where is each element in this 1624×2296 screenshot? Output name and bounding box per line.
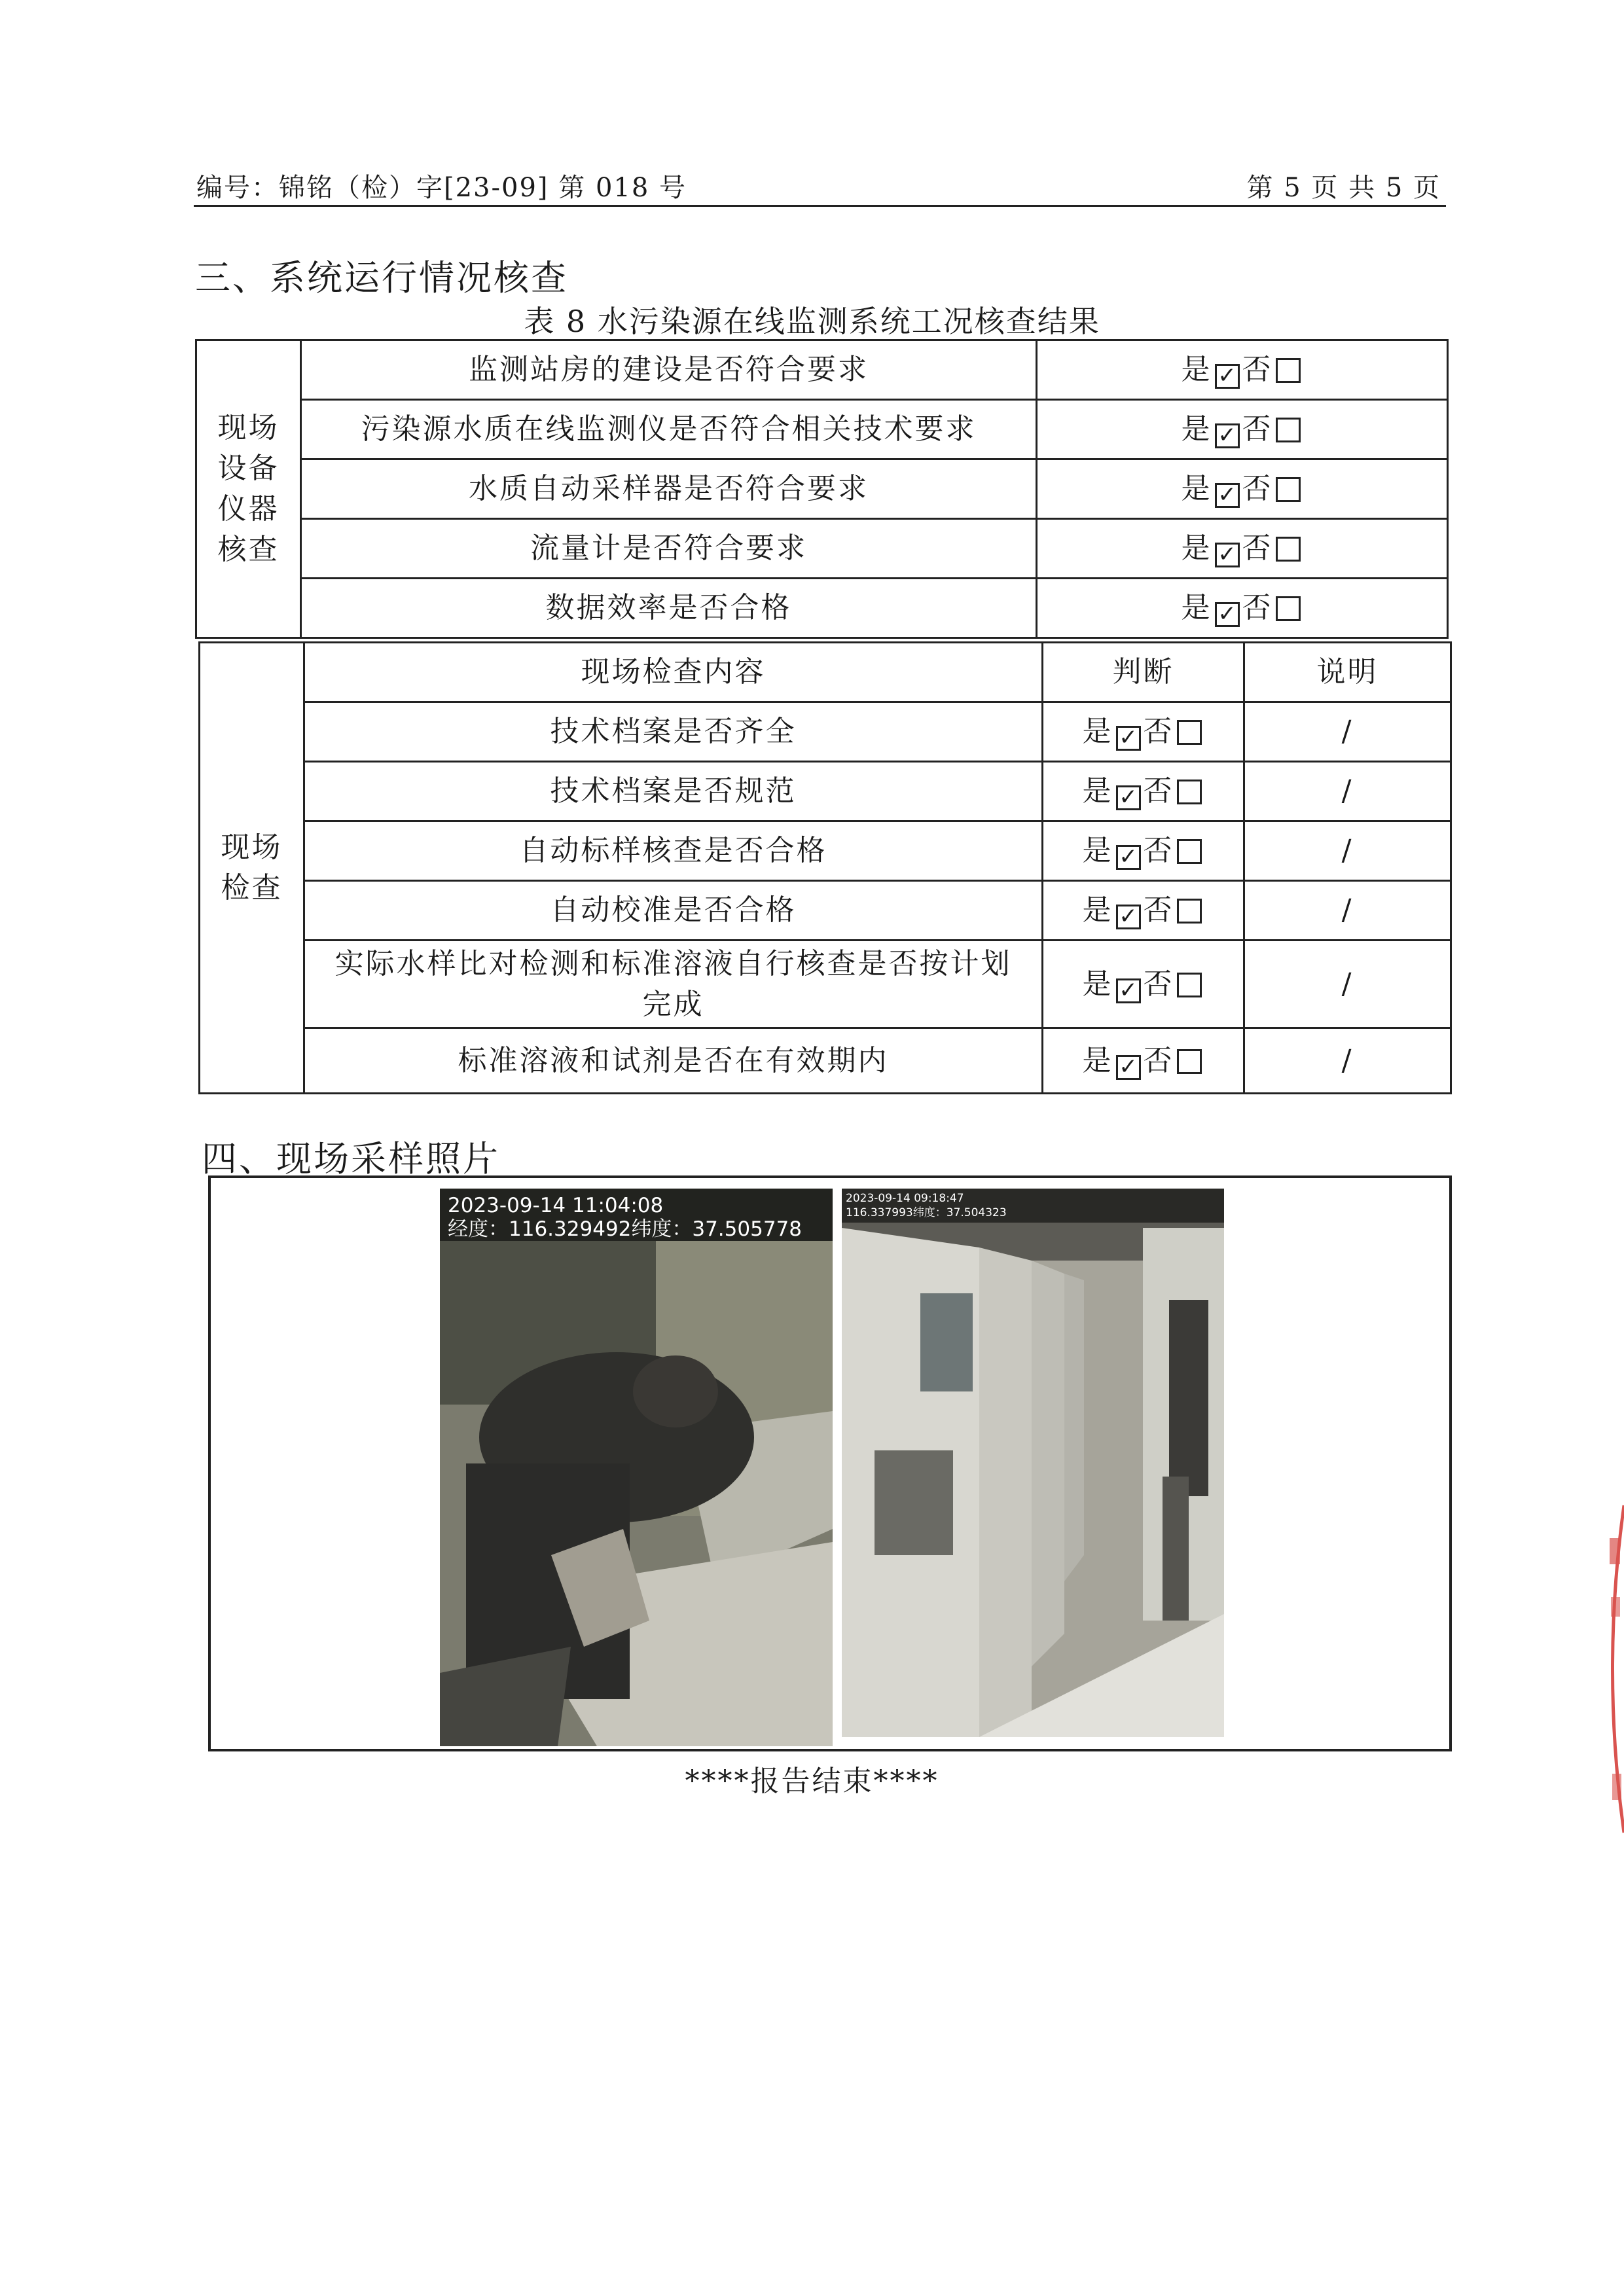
no-label: 否	[1143, 834, 1174, 867]
yes-label: 是	[1181, 531, 1212, 565]
check-item: 水质自动采样器是否符合要求	[301, 459, 1037, 519]
judgement-cell	[1037, 579, 1448, 638]
page-info: 第 5 页 共 5 页	[1246, 173, 1441, 203]
yes-checkbox: ✓	[1116, 978, 1141, 1003]
judgement-cell	[1043, 821, 1244, 881]
note-cell: /	[1244, 821, 1451, 881]
yes-label: 是	[1082, 1043, 1113, 1077]
no-checkbox	[1276, 418, 1301, 442]
table-row	[196, 579, 1448, 638]
check-item: 流量计是否符合要求	[301, 519, 1037, 579]
judgement-cell	[1037, 459, 1448, 519]
header-content: 现场检查内容	[304, 643, 1043, 702]
table-row	[200, 821, 1451, 881]
no-label: 否	[1242, 472, 1273, 505]
check-item: 标准溶液和试剂是否在有效期内	[304, 1028, 1043, 1094]
table-row	[200, 941, 1451, 1028]
table-row	[196, 519, 1448, 579]
judgement-cell	[1043, 1028, 1244, 1094]
report-end-marker: ****报告结束****	[685, 1765, 939, 1798]
photo-frame	[208, 1175, 1452, 1751]
no-label: 否	[1143, 1043, 1174, 1077]
table-row	[196, 340, 1448, 400]
check-item: 监测站房的建设是否符合要求	[301, 340, 1037, 400]
table-row	[196, 459, 1448, 519]
section4-title: 四、现场采样照片	[202, 1138, 500, 1179]
yes-label: 是	[1181, 353, 1212, 386]
yes-checkbox: ✓	[1215, 364, 1240, 389]
judgement-cell	[1043, 941, 1244, 1028]
no-checkbox	[1276, 537, 1301, 562]
no-checkbox	[1276, 358, 1301, 383]
yes-checkbox: ✓	[1215, 483, 1240, 508]
photo1-coords: 经度：116.329492纬度：37.505778	[448, 1217, 803, 1241]
yes-label: 是	[1082, 967, 1113, 1001]
no-label: 否	[1242, 531, 1273, 565]
yes-checkbox: ✓	[1116, 785, 1141, 810]
no-label: 否	[1242, 591, 1273, 624]
no-checkbox	[1177, 720, 1202, 745]
yes-checkbox: ✓	[1116, 845, 1141, 870]
sampling-photo-indoor	[842, 1189, 1224, 1737]
no-label: 否	[1242, 353, 1273, 386]
no-checkbox	[1177, 839, 1202, 864]
note-cell: /	[1244, 762, 1451, 821]
photo2-coords: 116.337993纬度：37.504323	[846, 1206, 1007, 1219]
check-item: 技术档案是否规范	[304, 762, 1043, 821]
no-label: 否	[1143, 715, 1174, 748]
yes-checkbox: ✓	[1116, 726, 1141, 751]
outdoor-scene-image	[440, 1189, 833, 1746]
photo2-timestamp: 2023-09-14 09:18:47	[846, 1192, 964, 1205]
yes-checkbox: ✓	[1215, 543, 1240, 567]
equipment-category-cell	[196, 340, 301, 638]
yes-label: 是	[1082, 893, 1113, 927]
table-row	[200, 702, 1451, 762]
equipment-category: 现场设备仪器核查	[217, 411, 280, 566]
no-checkbox	[1177, 1049, 1202, 1074]
judgement-cell	[1043, 762, 1244, 821]
header-judgement: 判断	[1043, 643, 1244, 702]
official-stamp-partial	[1598, 1499, 1624, 1839]
check-item: 技术档案是否齐全	[304, 702, 1043, 762]
yes-checkbox: ✓	[1215, 423, 1240, 448]
check-item: 数据效率是否合格	[301, 579, 1037, 638]
yes-checkbox: ✓	[1215, 602, 1240, 627]
check-item: 自动校准是否合格	[304, 881, 1043, 941]
note-cell: /	[1244, 941, 1451, 1028]
judgement-cell	[1037, 519, 1448, 579]
note-cell: /	[1244, 702, 1451, 762]
yes-label: 是	[1181, 472, 1212, 505]
check-item: 实际水样比对检测和标准溶液自行核查是否按计划完成	[304, 941, 1043, 1028]
no-label: 否	[1143, 967, 1174, 1001]
indoor-scene-image	[842, 1189, 1224, 1737]
photo2-overlay	[842, 1189, 1224, 1223]
table-header-row	[200, 643, 1451, 702]
header-divider	[194, 205, 1446, 207]
check-item: 污染源水质在线监测仪是否符合相关技术要求	[301, 400, 1037, 459]
yes-label: 是	[1082, 774, 1113, 808]
judgement-cell	[1037, 340, 1448, 400]
photo1-timestamp: 2023-09-14 11:04:08	[448, 1194, 664, 1217]
site-check-table	[198, 641, 1452, 1094]
note-cell: /	[1244, 1028, 1451, 1094]
yes-checkbox: ✓	[1116, 905, 1141, 929]
check-item: 自动标样核查是否合格	[304, 821, 1043, 881]
no-checkbox	[1276, 477, 1301, 502]
yes-checkbox: ✓	[1116, 1055, 1141, 1080]
table-caption: 表 8 水污染源在线监测系统工况核查结果	[524, 304, 1100, 339]
table-row	[196, 400, 1448, 459]
no-label: 否	[1143, 893, 1174, 927]
yes-label: 是	[1082, 715, 1113, 748]
no-checkbox	[1177, 780, 1202, 804]
section3-title: 三、系统运行情况核查	[195, 257, 568, 298]
no-label: 否	[1242, 412, 1273, 446]
no-label: 否	[1143, 774, 1174, 808]
judgement-cell	[1043, 881, 1244, 941]
yes-label: 是	[1082, 834, 1113, 867]
photo1-overlay	[440, 1189, 833, 1241]
report-number: 编号：锦铭（检）字[23-09] 第 018 号	[196, 173, 687, 203]
table-row	[200, 762, 1451, 821]
header-note: 说明	[1244, 643, 1451, 702]
no-checkbox	[1177, 899, 1202, 924]
table-row	[200, 1028, 1451, 1094]
yes-label: 是	[1181, 591, 1212, 624]
no-checkbox	[1177, 973, 1202, 997]
judgement-cell	[1037, 400, 1448, 459]
table-row	[200, 881, 1451, 941]
note-cell: /	[1244, 881, 1451, 941]
equipment-check-table	[195, 339, 1449, 639]
judgement-cell	[1043, 702, 1244, 762]
no-checkbox	[1276, 596, 1301, 621]
site-category: 现场检查	[221, 831, 283, 905]
sampling-photo-outdoor	[440, 1189, 833, 1746]
site-category-cell	[200, 643, 304, 1094]
yes-label: 是	[1181, 412, 1212, 446]
